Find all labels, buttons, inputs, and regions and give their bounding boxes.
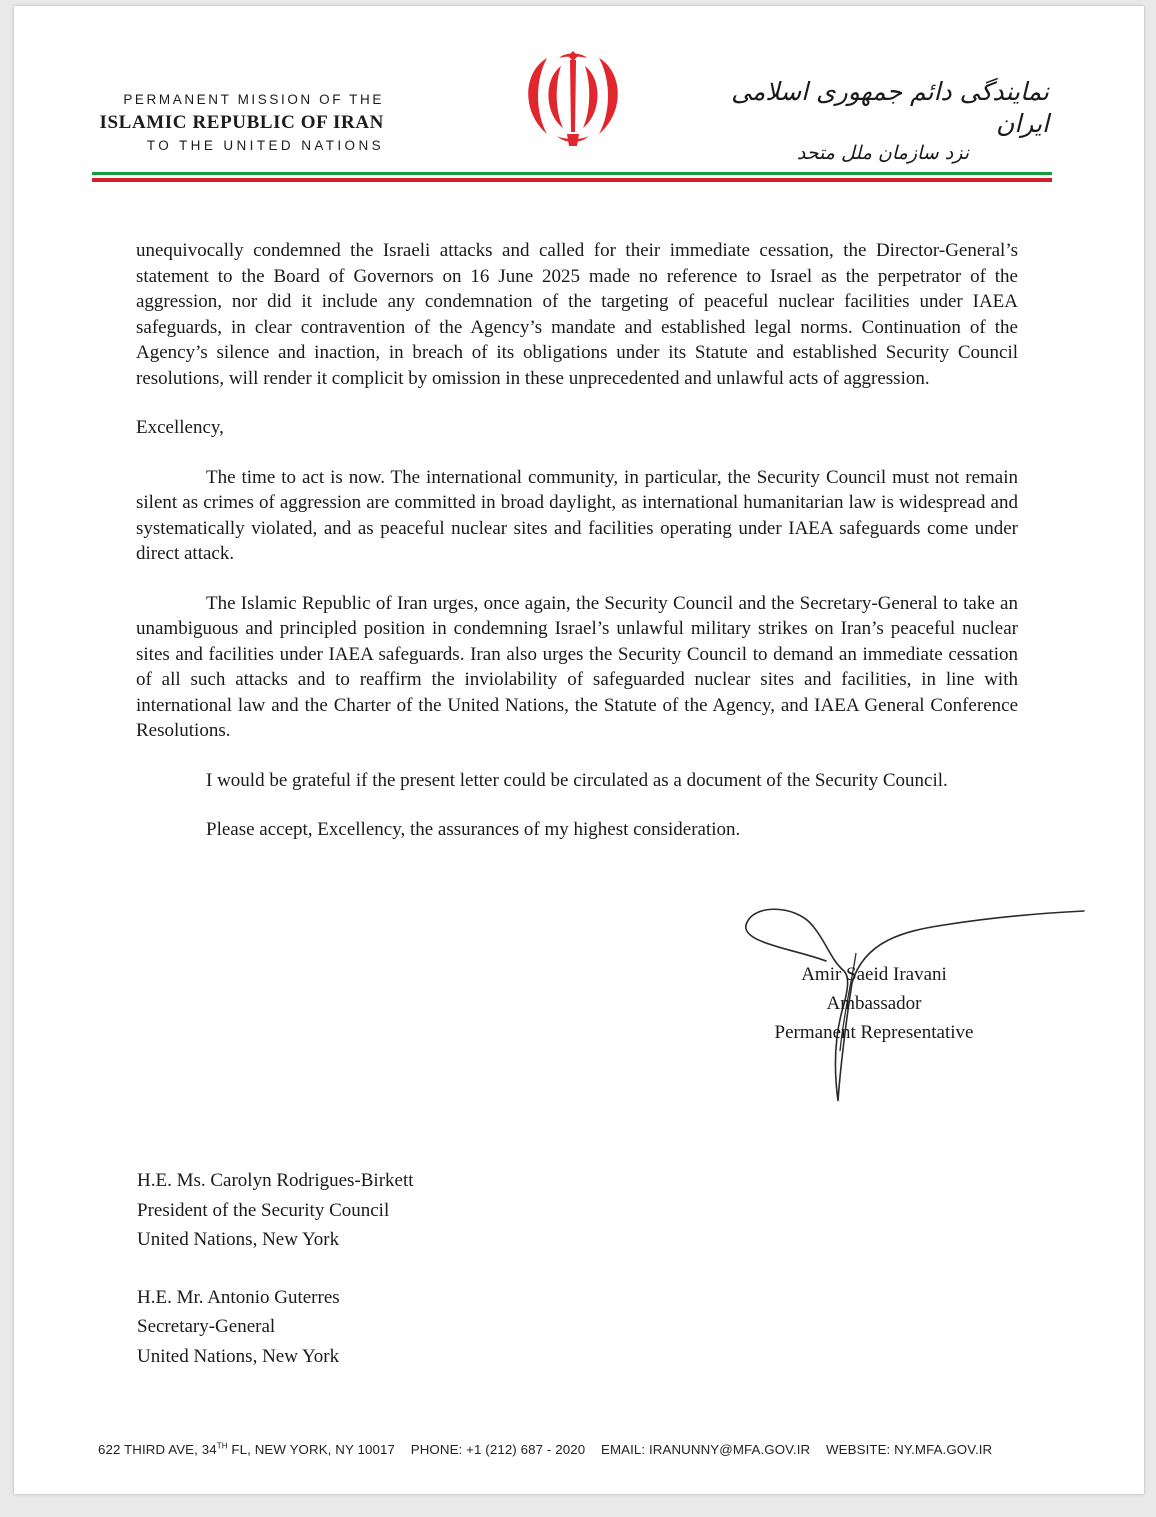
persian-line-2: نزد سازمان ملل متحد <box>796 142 969 164</box>
body-paragraph-4: I would be grateful if the present letter could be circulated as a document of the Security Council. <box>206 769 948 791</box>
signatory-title: Ambassador <box>826 993 922 1014</box>
addressee-name: H.E. Ms. Carolyn Rodrigues-Birkett <box>137 1170 414 1191</box>
addressees <box>137 1166 414 1371</box>
addressee-name: H.E. Mr. Antonio Guterres <box>137 1286 340 1308</box>
header-stripe-white <box>92 175 1052 177</box>
iran-emblem-icon <box>517 50 629 150</box>
footer-address: 622 THIRD AVE, 34TH FL, NEW YORK, NY 10017 <box>98 1442 395 1458</box>
footer-email: EMAIL: IRANUNNY@MFA.GOV.IR <box>601 1442 811 1458</box>
footer-website: WEBSITE: NY.MFA.GOV.IR <box>826 1442 993 1458</box>
addressee-place: United Nations, New York <box>137 1229 340 1250</box>
letter-page <box>14 6 1144 1494</box>
mission-line-2: ISLAMIC REPUBLIC OF IRAN <box>99 112 384 133</box>
letterhead-footer <box>98 1442 1078 1457</box>
persian-line-1: نمایندگی دائم جمهوری اسلامی ایران <box>731 77 1049 138</box>
body-paragraph-2: The time to act is now. The international community, in particular, the Security Council must not remain silent as crimes of aggression are committed in broad daylight, as international humanitarian law is widespread and systematically violated, and as peaceful nuclear sites and facilities operating under IAEA safeguards come under direct attack. <box>136 466 1018 564</box>
addressee-title: Secretary-General <box>137 1316 276 1337</box>
letter-body <box>136 238 1018 843</box>
mission-name-english <box>84 92 384 153</box>
signatory-role: Permanent Representative <box>774 1022 974 1043</box>
header-stripe-red <box>92 178 1052 182</box>
footer-phone: PHONE: +1 (212) 687 - 2020 <box>410 1442 586 1458</box>
addressee-place: United Nations, New York <box>137 1345 340 1367</box>
mission-name-persian <box>704 76 1049 166</box>
addressee-title: President of the Security Council <box>137 1199 390 1221</box>
salutation: Excellency, <box>136 417 224 438</box>
body-paragraph-1: unequivocally condemned the Israeli attacks and called for their immediate cessation, the Director-General’s statement to the Board of Governors on 16 June 2025 made no reference to Israel as the perpetrator of the aggression, nor did it include any condemnation of the targeting of peaceful nuclear facilities under IAEA safeguards, in clear contravention of the Agency’s mandate and established legal norms. Continuation of the Agency’s silence and inaction, in breach of its obligations under its Statute and established Security Council resolutions, will render it complicit by omission in these unprecedented and unlawful acts of aggression. <box>136 240 1018 389</box>
body-paragraph-3: The Islamic Republic of Iran urges, once again, the Security Council and the Secretary-General to take an unambiguous and principled position in condemning Israel’s unlawful military strikes on Iran’s peaceful nuclear sites and facilities under IAEA safeguards. Iran also urges the Security Council to demand an immediate cessation of all such attacks and to reaffirm the inviolability of safeguarded nuclear sites and facilities, in line with international law and the Charter of the United Nations, the Statute of the Agency, and IAEA General Conference Resolutions. <box>136 592 1018 741</box>
closing-line: Please accept, Excellency, the assurances of my highest consideration. <box>206 819 741 840</box>
signatory-name: Amir Saeid Iravani <box>801 964 947 985</box>
signature-block <box>734 960 1014 1047</box>
mission-line-1: PERMANENT MISSION OF THE <box>123 92 384 107</box>
mission-line-3: TO THE UNITED NATIONS <box>146 138 384 153</box>
